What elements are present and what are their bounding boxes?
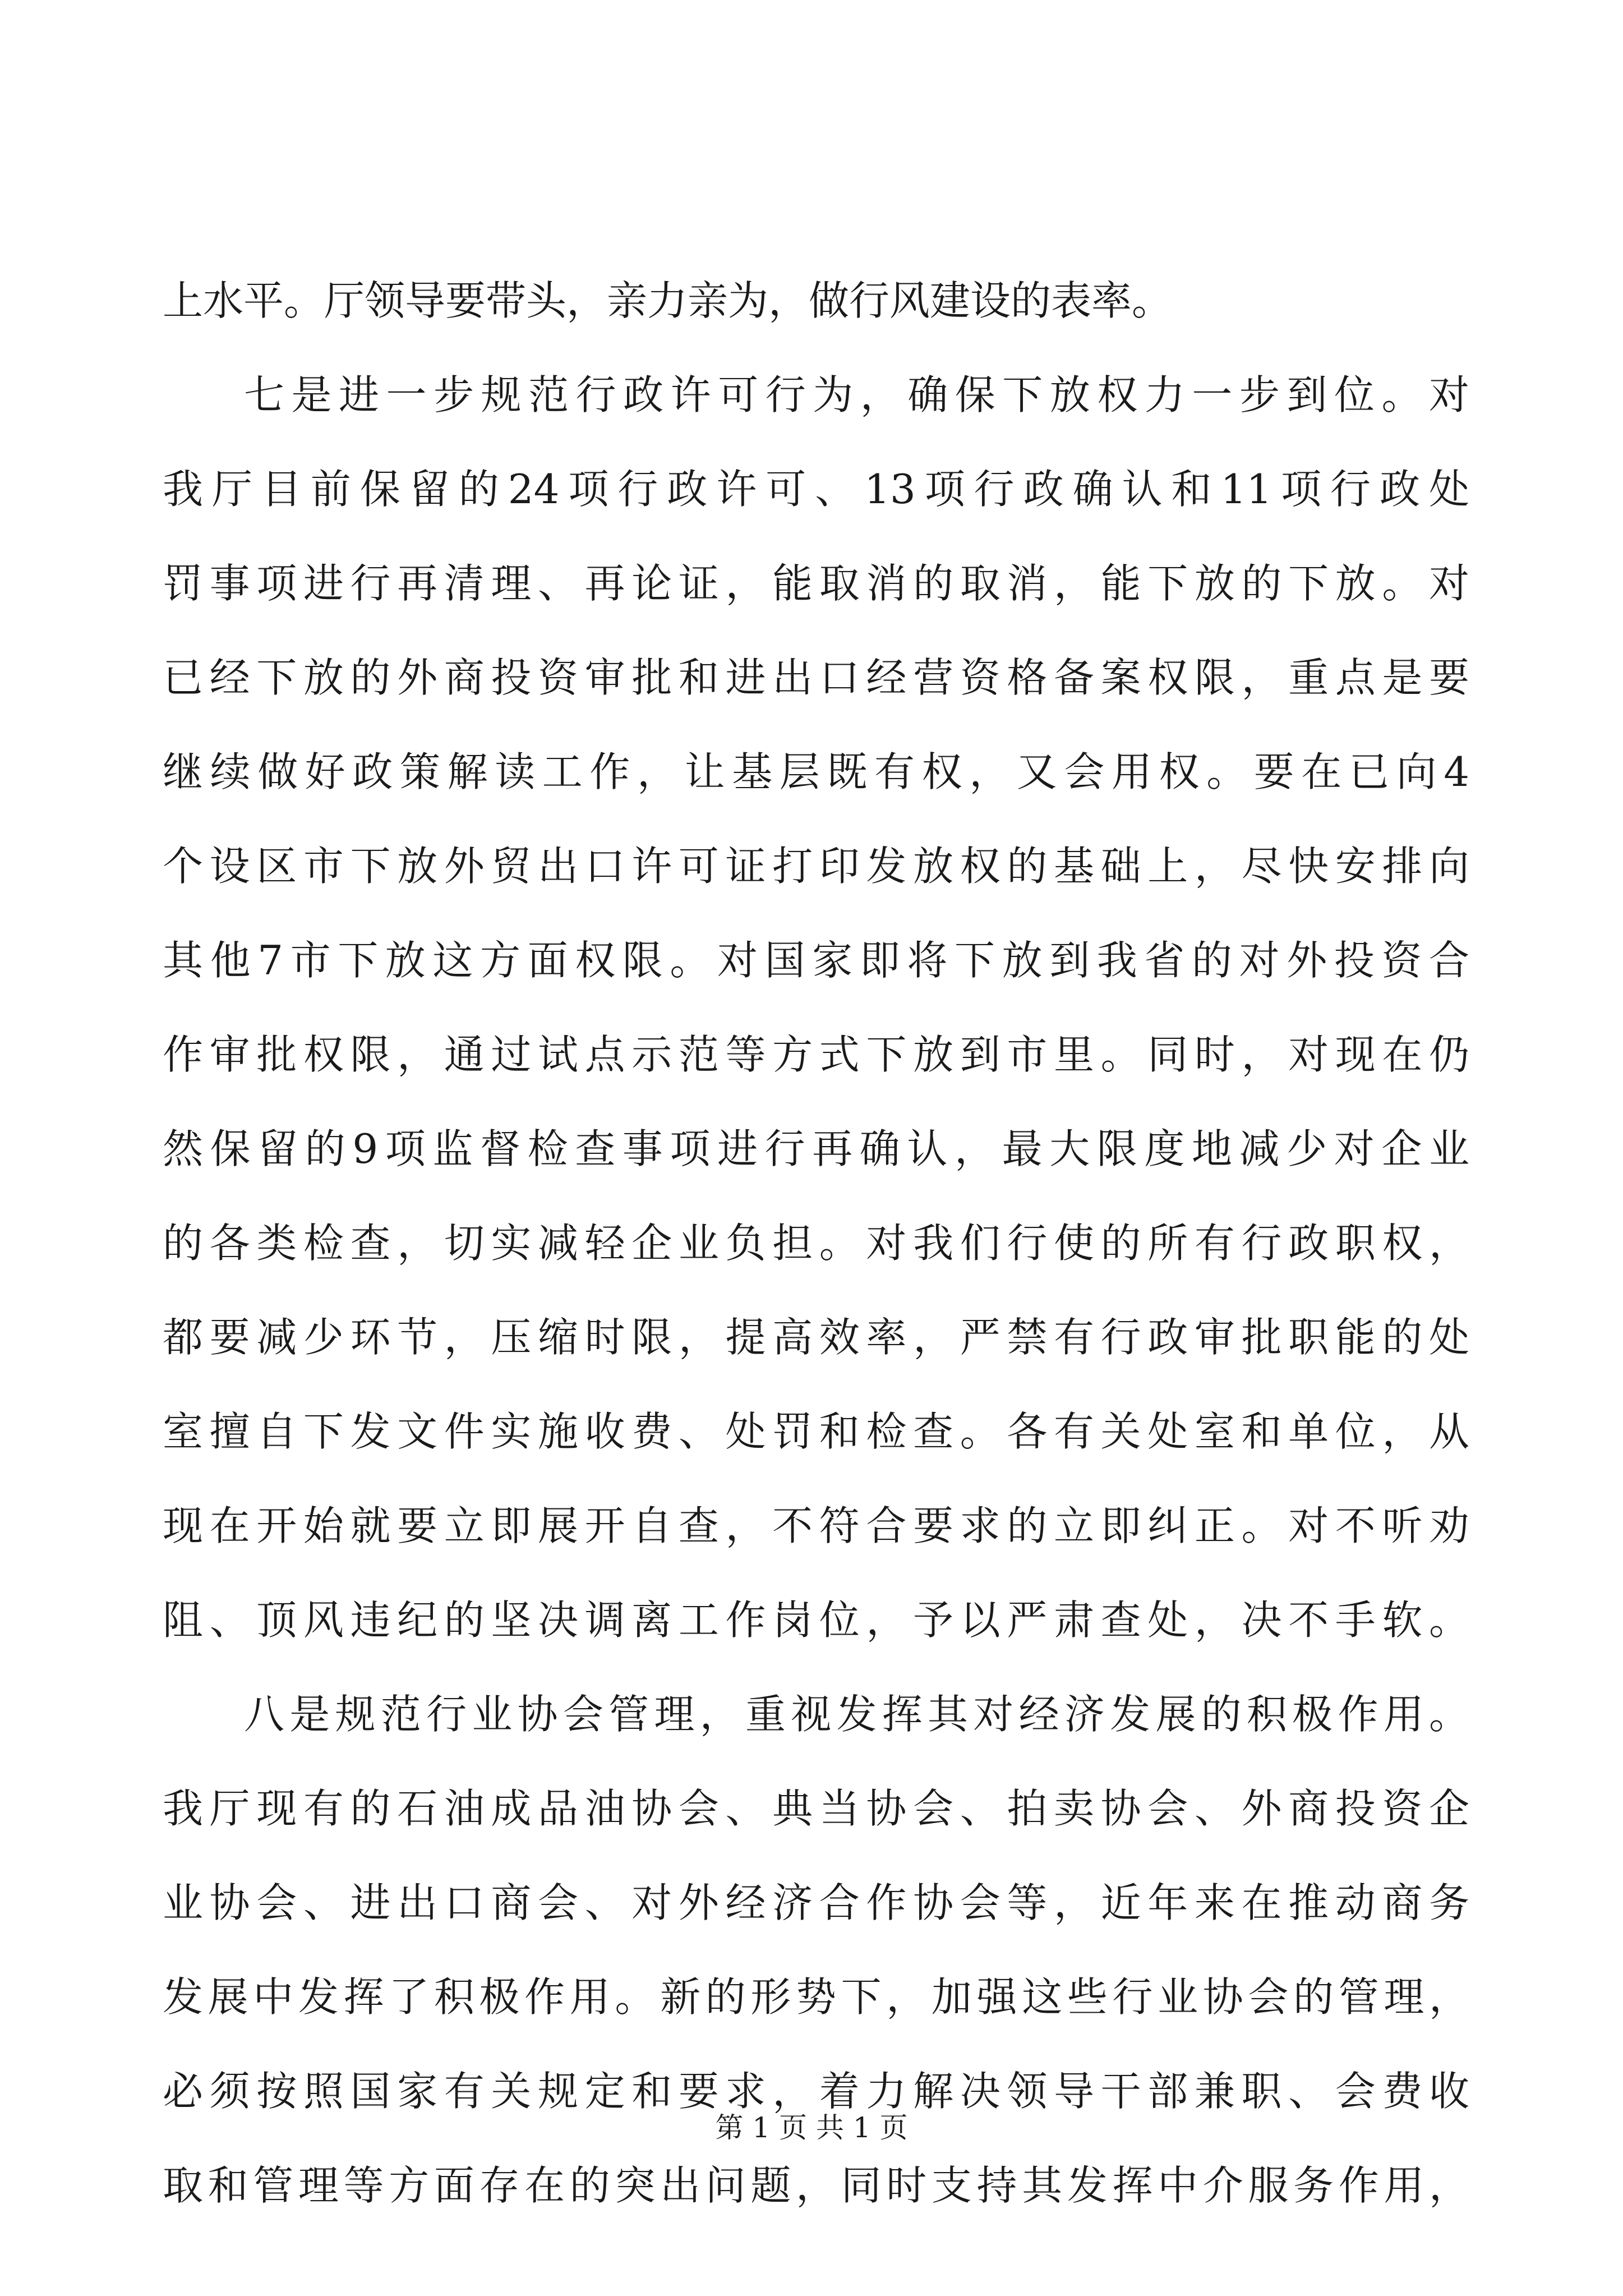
text-line-2: 七是进一步规范行政许可行为，确保下放权力一步到位。对 <box>244 371 1469 418</box>
page-number-footer: 第 1 页 共 1 页 <box>715 2111 908 2144</box>
text-line-18: 业协会、进出口商会、对外经济合作协会等，近年来在推动商务 <box>163 1879 1469 1926</box>
text-line-1: 上水平。厅领导要带头，亲力亲为，做行风建设的表率。 <box>163 277 1173 324</box>
document-body <box>163 254 1469 2233</box>
text-line-20: 必须按照国家有关规定和要求，着力解决领导干部兼职、会费收 <box>163 2068 1469 2115</box>
text-line-17: 我厅现有的石油成品油协会、典当协会、拍卖协会、外商投资企 <box>163 1785 1469 1832</box>
text-line-9: 作审批权限，通过试点示范等方式下放到市里。同时，对现在仍 <box>163 1031 1469 1078</box>
text-line-6: 继续做好政策解读工作，让基层既有权，又会用权。要在已向4 <box>163 748 1469 795</box>
text-line-4: 罚事项进行再清理、再论证，能取消的取消，能下放的下放。对 <box>163 560 1469 607</box>
text-line-7: 个设区市下放外贸出口许可证打印发放权的基础上，尽快安排向 <box>163 843 1469 890</box>
text-line-21: 取和管理等方面存在的突出问题，同时支持其发挥中介服务作用， <box>163 2162 1469 2209</box>
text-line-5: 已经下放的外商投资审批和进出口经营资格备案权限，重点是要 <box>163 654 1469 701</box>
text-line-15: 阻、顶风违纪的坚决调离工作岗位，予以严肃查处，决不手软。 <box>163 1596 1469 1644</box>
text-line-8: 其他7市下放这方面权限。对国家即将下放到我省的对外投资合 <box>163 937 1469 984</box>
text-line-19: 发展中发挥了积极作用。新的形势下，加强这些行业协会的管理， <box>163 1973 1469 2021</box>
text-line-3: 我厅目前保留的24项行政许可、13项行政确认和11项行政处 <box>163 466 1469 513</box>
text-line-11: 的各类检查，切实减轻企业负担。对我们行使的所有行政职权， <box>163 1220 1469 1267</box>
text-line-16: 八是规范行业协会管理，重视发挥其对经济发展的积极作用。 <box>244 1691 1469 1738</box>
text-line-13: 室擅自下发文件实施收费、处罚和检查。各有关处室和单位，从 <box>163 1408 1469 1455</box>
text-line-12: 都要减少环节，压缩时限，提高效率，严禁有行政审批职能的处 <box>163 1314 1469 1361</box>
text-line-14: 现在开始就要立即展开自查，不符合要求的立即纠正。对不听劝 <box>163 1502 1469 1549</box>
text-line-10: 然保留的9项监督检查事项进行再确认，最大限度地减少对企业 <box>163 1125 1469 1172</box>
